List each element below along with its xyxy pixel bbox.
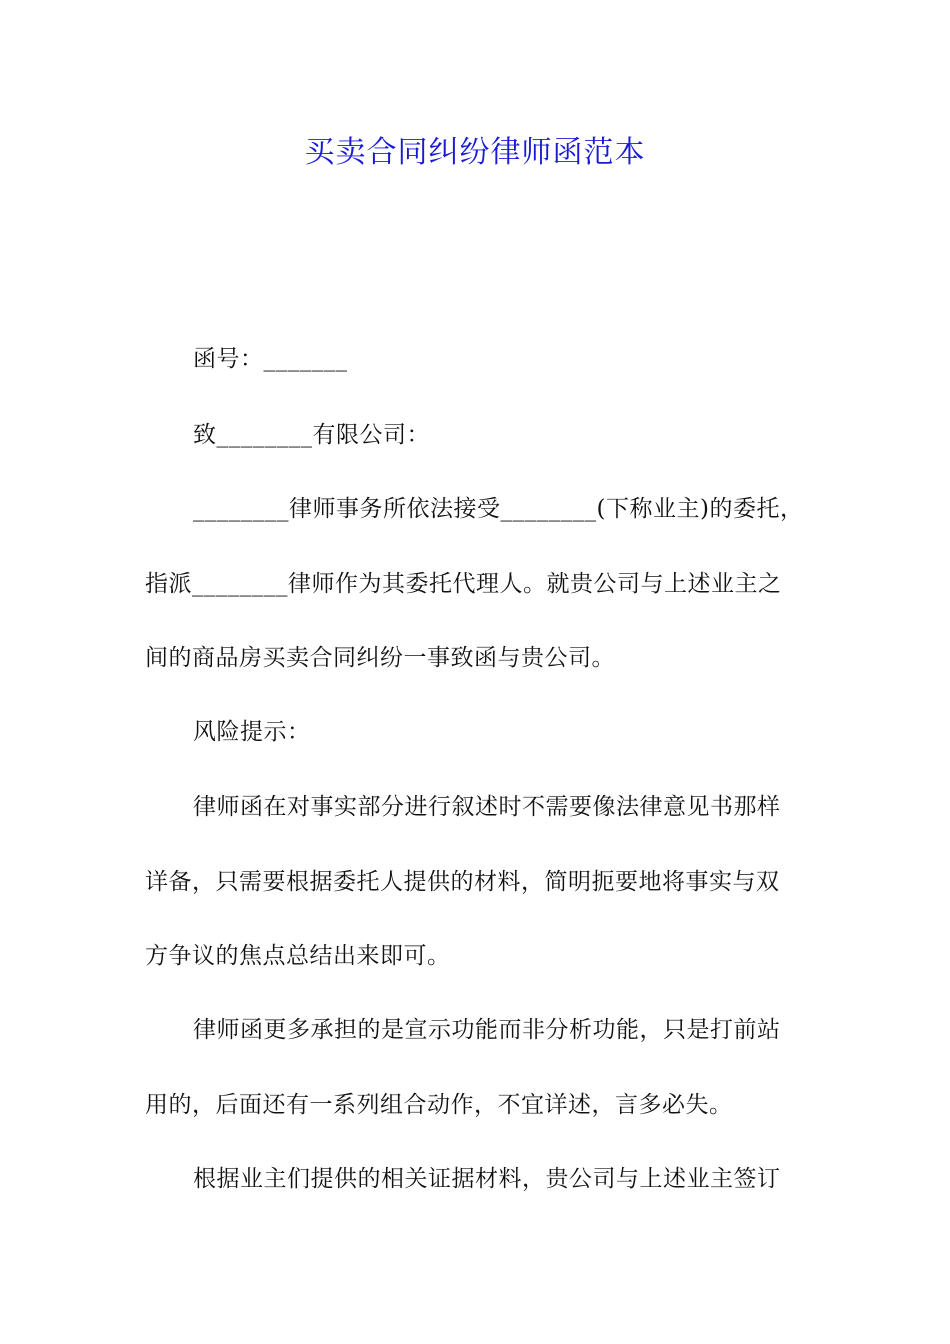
paragraph-line: 律师函更多承担的是宣示功能而非分析功能，只是打前站: [193, 1017, 781, 1043]
paragraph-line: 指派________律师作为其委托代理人。就贵公司与上述业主之: [145, 571, 782, 597]
paragraph-line: ________律师事务所依法接受________(下称业主)的委托，: [193, 496, 804, 522]
paragraph-line: 间的商品房买卖合同纠纷一事致函与贵公司。: [145, 645, 615, 671]
recipient-line: 致________有限公司：: [193, 422, 430, 448]
document-title: 买卖合同纠纷律师函范本: [304, 135, 646, 170]
risk-heading: 风险提示：: [193, 719, 311, 745]
paragraph-line: 用的，后面还有一系列组合动作，不宜详述，言多必失。: [145, 1092, 733, 1118]
paragraph-line: 方争议的焦点总结出来即可。: [145, 943, 451, 969]
paragraph-line: 律师函在对事实部分进行叙述时不需要像法律意见书那样: [193, 794, 781, 820]
paragraph-line: 根据业主们提供的相关证据材料，贵公司与上述业主签订: [193, 1166, 781, 1192]
paragraph-line: 详备，只需要根据委托人提供的材料，简明扼要地将事实与双: [145, 869, 780, 895]
letter-number-line: 函号：_______: [193, 346, 348, 372]
